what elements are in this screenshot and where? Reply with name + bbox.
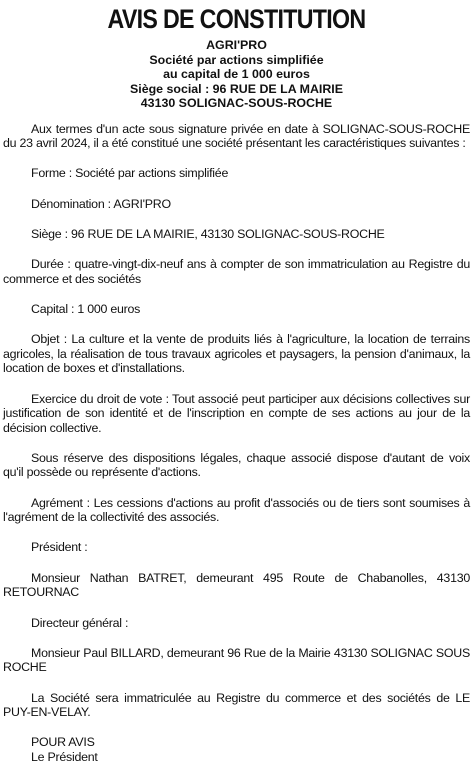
signature-block: [3, 735, 470, 764]
denomination-paragraph: Dénomination : AGRI'PRO: [31, 196, 171, 211]
siege-paragraph: Siège : 96 RUE DE LA MAIRIE, 43130 SOLIGNAC-SOUS-ROCHE: [31, 226, 385, 241]
duree-paragraph: Durée : quatre-vingt-dix-neuf ans à compter de son immatriculation au Registre du commerce et des sociétés: [3, 257, 470, 286]
intro-paragraph: Aux termes d'un acte sous signature privée en date à SOLIGNAC-SOUS-ROCHE du 23 avril 2024, il a été constitué une société présentant les caractéristiques suivantes :: [3, 121, 470, 150]
company-form: Société par actions simplifiée: [149, 52, 324, 67]
reserve-paragraph: Sous réserve des dispositions légales, chaque associé dispose d'autant de voix qu'il possède ou représente d'actions.: [3, 450, 470, 480]
vote-paragraph: Exercice du droit de vote : Tout associé peut participer aux décisions collectives sur justification de son identité et de l'inscription en compte de ses actions au jour de la décision collective.: [3, 391, 470, 435]
signature-pour-avis: POUR AVIS: [31, 735, 95, 750]
agrement-paragraph: Agrément : Les cessions d'actions au profit d'associés ou de tiers sont soumises à l'agrément de la collectivité des associés.: [3, 495, 470, 525]
company-header: [3, 38, 470, 111]
president-label: Président :: [31, 540, 88, 555]
capital-paragraph: Capital : 1 000 euros: [31, 301, 141, 316]
dg-paragraph: Monsieur Paul BILLARD, demeurant 96 Rue de la Mairie 43130 SOLIGNAC SOUS ROCHE: [3, 645, 470, 675]
dg-label: Directeur général :: [31, 615, 129, 630]
company-city: 43130 SOLIGNAC-SOUS-ROCHE: [140, 96, 333, 110]
immatriculation-paragraph: La Société sera immatriculée au Registre du commerce et des sociétés de LE PUY-EN-VELAY.: [3, 690, 470, 720]
signature-president: Le Président: [31, 749, 98, 764]
company-capital: au capital de 1 000 euros: [163, 67, 310, 81]
company-seat: Siège social : 96 RUE DE LA MAIRIE: [130, 81, 343, 96]
company-name: AGRI'PRO: [206, 38, 267, 52]
forme-paragraph: Forme : Société par actions simplifiée: [31, 166, 229, 181]
notice-title: AVIS DE CONSTITUTION: [107, 4, 366, 34]
president-paragraph: Monsieur Nathan BATRET, demeurant 495 Route de Chabanolles, 43130 RETOURNAC: [3, 570, 470, 600]
objet-paragraph: Objet : La culture et la vente de produits liés à l'agriculture, la location de terrains agricoles, la réalisation de tous travaux agricoles et paysagers, la pension d'animaux, la location de boxes et d'installations.: [3, 332, 470, 376]
